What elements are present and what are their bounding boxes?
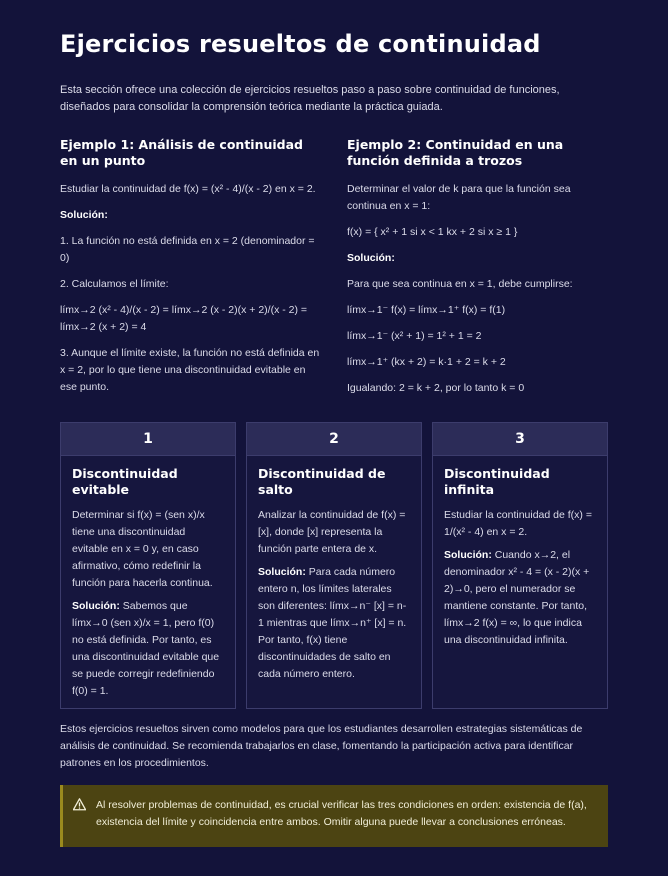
card-number: 1 <box>61 423 235 456</box>
exercise-card <box>60 422 236 709</box>
warning-alert <box>60 785 608 847</box>
card-statement: Analizar la continuidad de f(x) = [x], donde [x] representa la función parte entera de x. <box>258 509 406 555</box>
example-2-equation-4: Igualando: 2 = k + 2, por lo tanto k = 0 <box>347 382 525 394</box>
intro-paragraph: Esta sección ofrece una colección de ejercicios resueltos paso a paso sobre continuidad de funciones, diseñados para consolidar la comprensión teórica mediante la práctica guiada. <box>60 84 560 113</box>
exercise-card <box>432 422 608 709</box>
example-2-equation-3: límx→1⁺ (kx + 2) = k·1 + 2 = k + 2 <box>347 356 506 368</box>
card-solution <box>444 547 596 649</box>
example-2-function: f(x) = { x² + 1 si x < 1 kx + 2 si x ≥ 1 } <box>347 226 518 238</box>
example-1-section <box>60 137 322 405</box>
card-solution-text: Sabemos que límx→0 (sen x)/x = 1, pero f(0) no está definida. Por tanto, es una discontinuidad evitable que se puede corregir redefiniendo f(0) = 1. <box>72 600 220 697</box>
card-title: Discontinuidad infinita <box>444 466 550 497</box>
card-statement: Determinar si f(x) = (sen x)/x tiene una discontinuidad evitable en x = 0 y, en caso afirmativo, cómo redefinir la función para hacerla continua. <box>72 509 213 589</box>
example-2-condition: Para que sea continua en x = 1, debe cumplirse: <box>347 278 573 290</box>
card-solution <box>72 598 224 700</box>
example-2-solution-label: Solución: <box>347 252 395 264</box>
alert-text: Al resolver problemas de continuidad, es crucial verificar las tres condiciones en orden: existencia de f(a), existencia del límite y coincidencia entre ambos. Omitir alguna puede llevar a conclusiones erróneas. <box>96 799 587 828</box>
card-solution-text: Cuando x→2, el denominador x² - 4 = (x - 2)(x + 2)→0, pero el numerador se mantiene constante. Por tanto, límx→2 f(x) = ∞, lo que indica una discontinuidad infinita. <box>444 549 590 646</box>
example-1-step-1: 1. La función no está definida en x = 2 (denominador = 0) <box>60 235 315 264</box>
card-solution-label: Solución: <box>258 566 306 578</box>
example-1-step-2: 2. Calculamos el límite: <box>60 278 169 290</box>
card-title: Discontinuidad de salto <box>258 466 386 497</box>
outro-paragraph: Estos ejercicios resueltos sirven como modelos para que los estudiantes desarrollen estrategias sistemáticas de análisis de continuidad. Se recomienda trabajarlos en clase, fomentando la participación activa para identificar patrones en los procedimientos. <box>60 723 583 769</box>
card-number: 2 <box>247 423 421 456</box>
example-1-step-3: 3. Aunque el límite existe, la función no está definida en x = 2, por lo que tiene una discontinuidad evitable en ese punto. <box>60 347 320 393</box>
page-title: Ejercicios resueltos de continuidad <box>60 30 541 58</box>
example-1-statement: Estudiar la continuidad de f(x) = (x² - 4)/(x - 2) en x = 2. <box>60 183 316 195</box>
example-2-statement: Determinar el valor de k para que la función sea continua en x = 1: <box>347 183 571 212</box>
card-number: 3 <box>433 423 607 456</box>
card-statement: Estudiar la continuidad de f(x) = 1/(x² - 4) en x = 2. <box>444 509 592 538</box>
warning-icon <box>73 798 86 811</box>
example-1-solution-label: Solución: <box>60 209 108 221</box>
example-1-heading: Ejemplo 1: Análisis de continuidad en un punto <box>60 137 303 168</box>
card-solution-text: Para cada número entero n, los límites laterales son diferentes: límx→n⁻ [x] = n-1 mientras que límx→n⁺ [x] = n. Por tanto, f(x) tiene discontinuidades de salto en cada número entero. <box>258 566 407 680</box>
card-solution-label: Solución: <box>444 549 492 561</box>
exercise-card <box>246 422 422 709</box>
card-title: Discontinuidad evitable <box>72 466 178 497</box>
example-2-equation-2: límx→1⁻ (x² + 1) = 1² + 1 = 2 <box>347 330 482 342</box>
example-2-heading: Ejemplo 2: Continuidad en una función definida a trozos <box>347 137 564 168</box>
example-2-section <box>347 137 609 406</box>
example-2-equation-1: límx→1⁻ f(x) = límx→1⁺ f(x) = f(1) <box>347 304 506 316</box>
card-solution <box>258 564 410 683</box>
example-1-limit: límx→2 (x² - 4)/(x - 2) = límx→2 (x - 2)(x + 2)/(x - 2) = límx→2 (x + 2) = 4 <box>60 304 308 333</box>
card-solution-label: Solución: <box>72 600 120 612</box>
exercise-cards <box>60 422 608 709</box>
